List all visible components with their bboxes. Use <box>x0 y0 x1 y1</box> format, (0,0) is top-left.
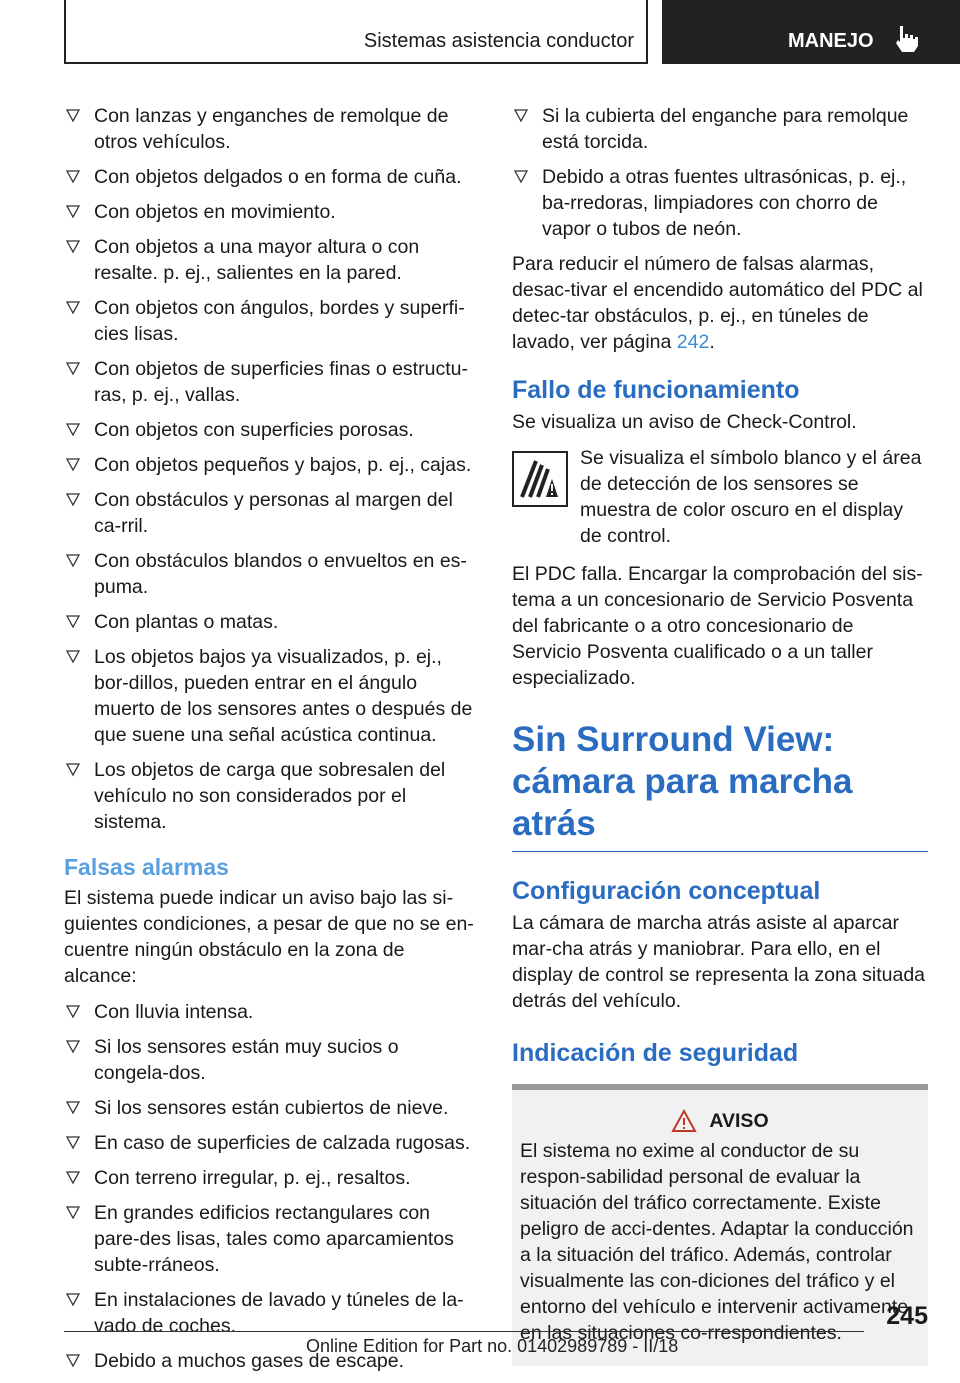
malfunction-line: Se visualiza un aviso de Check-Control. <box>512 411 857 433</box>
bullet-triangle-icon <box>66 1133 80 1151</box>
bullet-triangle-icon <box>66 1098 80 1116</box>
list-item: Con objetos con ángulos, bordes y superfi-cies lisas. <box>64 295 478 347</box>
list-item: Si la cubierta del enganche para remolque está torcida. <box>512 103 928 155</box>
warning-text: El sistema no exime al conductor de su respon-sabilidad personal de evaluar la situación del tráfico correctamente. Existe peligro de acci-dentes. Adaptar la conducción a la situación del tráfico. Además, controlar visualmente las con-diciones del tráfico y el entorno del vehículo e intervenir activamente en las situaciones co-rrespondientes. <box>520 1140 914 1344</box>
list-item: Con obstáculos y personas al margen del ca-rril. <box>64 487 478 539</box>
bullet-triangle-icon <box>66 760 80 778</box>
concept-paragraph: La cámara de marcha atrás asiste al aparcar mar-cha atrás y maniobrar. Para ello, en el display de control se representa la zona situada detrás del vehículo. <box>512 912 926 1012</box>
bullet-triangle-icon <box>514 106 528 124</box>
false-alarms-list <box>64 999 478 1374</box>
bullet-triangle-icon <box>66 167 80 185</box>
right-column <box>512 103 928 1366</box>
bullet-triangle-icon <box>66 1203 80 1221</box>
malfunction-paragraph: El PDC falla. Encargar la comprobación del sis-tema a un concesionario de Servicio Posventa del fabricante o a otro concesionario de Servicio Posventa cualificado o a un taller especializado. <box>512 563 923 689</box>
list-item: Con objetos delgados o en forma de cuña. <box>64 164 478 190</box>
concept-heading: Configuración conceptual <box>512 877 821 905</box>
bullet-triangle-icon <box>66 420 80 438</box>
bullet-triangle-icon <box>66 1351 80 1369</box>
bullet-triangle-icon <box>66 1037 80 1055</box>
left-column <box>64 103 478 1383</box>
page-number: 245 <box>886 1302 928 1330</box>
symbol-description: Se visualiza el símbolo blanco y el área de detección de los sensores se muestra de color oscuro en el display de control. <box>580 447 922 547</box>
bullet-triangle-icon <box>66 1002 80 1020</box>
safety-heading: Indicación de seguridad <box>512 1039 799 1067</box>
list-item: Con objetos pequeños y bajos, p. ej., cajas. <box>64 452 478 478</box>
list-item: Debido a otras fuentes ultrasónicas, p. ej., ba-rredoras, limpiadores con chorro de vapor o tubos de neón. <box>512 164 928 242</box>
footer-divider <box>64 1331 864 1332</box>
reduce-alarms-paragraph: Para reducir el número de falsas alarmas, desac-tivar el encendido automático del PDC al detec-tar obstáculos, p. ej., en túneles de lavado, ver página 242. <box>512 253 923 353</box>
list-item: Los objetos de carga que sobresalen del vehículo no son considerados por el sistema. <box>64 757 478 835</box>
list-item: En grandes edificios rectangulares con pare-des lisas, tales como aparcamientos subte-rráneos. <box>64 1200 478 1278</box>
hand-pointer-icon <box>893 24 921 54</box>
list-item: Si los sensores están cubiertos de nieve. <box>64 1095 478 1121</box>
pdc-sensor-icon <box>512 451 568 507</box>
bullet-triangle-icon <box>66 106 80 124</box>
bullet-triangle-icon <box>66 455 80 473</box>
bullet-triangle-icon <box>66 490 80 508</box>
header-chapter-title: MANEJO <box>788 30 874 52</box>
bullet-triangle-icon <box>66 202 80 220</box>
warning-title-row <box>520 1108 920 1134</box>
list-item: Con terreno irregular, p. ej., resaltos. <box>64 1165 478 1191</box>
bullet-triangle-icon <box>514 167 528 185</box>
warning-box <box>512 1084 928 1366</box>
bullet-triangle-icon <box>66 359 80 377</box>
list-item: Si los sensores están muy sucios o congela-dos. <box>64 1034 478 1086</box>
bullet-triangle-icon <box>66 1290 80 1308</box>
list-item: Debido a muchos gases de escape. <box>64 1348 478 1374</box>
list-item: Con objetos a una mayor altura o con resalte. p. ej., salientes en la pared. <box>64 234 478 286</box>
header-section-box <box>64 0 648 64</box>
warning-triangle-icon <box>671 1109 697 1133</box>
bullet-triangle-icon <box>66 612 80 630</box>
list-item: Con objetos en movimiento. <box>64 199 478 225</box>
camera-section-heading: Sin Surround View: cámara para marcha atrás <box>512 719 928 852</box>
page-link[interactable]: 242 <box>676 331 710 353</box>
list-item: Con objetos de superficies finas o estructu-ras, p. ej., vallas. <box>64 356 478 408</box>
list-item: En caso de superficies de calzada rugosas. <box>64 1130 478 1156</box>
footer-edition: Online Edition for Part no. 01402989789 - II/18 <box>306 1336 679 1356</box>
list-item: Los objetos bajos ya visualizados, p. ej., bor-dillos, pueden entrar en el ángulo muerto de los sensores antes o después de que suene una señal acústica continua. <box>64 644 478 748</box>
false-alarms-intro: El sistema puede indicar un aviso bajo las si-guientes condiciones, a pesar de que no se en-cuentre ningún obstáculo en la zona de alcance: <box>64 887 474 987</box>
limits-list <box>64 103 478 835</box>
list-item: Con lanzas y enganches de remolque de otros vehículos. <box>64 103 478 155</box>
list-item: Con obstáculos blandos o envueltos en es-puma. <box>64 548 478 600</box>
bullet-triangle-icon <box>66 1168 80 1186</box>
list-item: Con lluvia intensa. <box>64 999 478 1025</box>
list-item: Con plantas o matas. <box>64 609 478 635</box>
symbol-row <box>512 445 928 549</box>
bullet-triangle-icon <box>66 237 80 255</box>
list-item: Con objetos con superficies porosas. <box>64 417 478 443</box>
bullet-triangle-icon <box>66 647 80 665</box>
header-section-title: Sistemas asistencia conductor <box>363 30 634 52</box>
warning-title: AVISO <box>709 1110 769 1132</box>
list-item: En instalaciones de lavado y túneles de la-vado de coches. <box>64 1287 478 1339</box>
bullet-triangle-icon <box>66 551 80 569</box>
false-alarms-list-continued <box>512 103 928 242</box>
malfunction-heading: Fallo de funcionamiento <box>512 376 800 404</box>
false-alarms-heading: Falsas alarmas <box>64 854 229 880</box>
bullet-triangle-icon <box>66 298 80 316</box>
